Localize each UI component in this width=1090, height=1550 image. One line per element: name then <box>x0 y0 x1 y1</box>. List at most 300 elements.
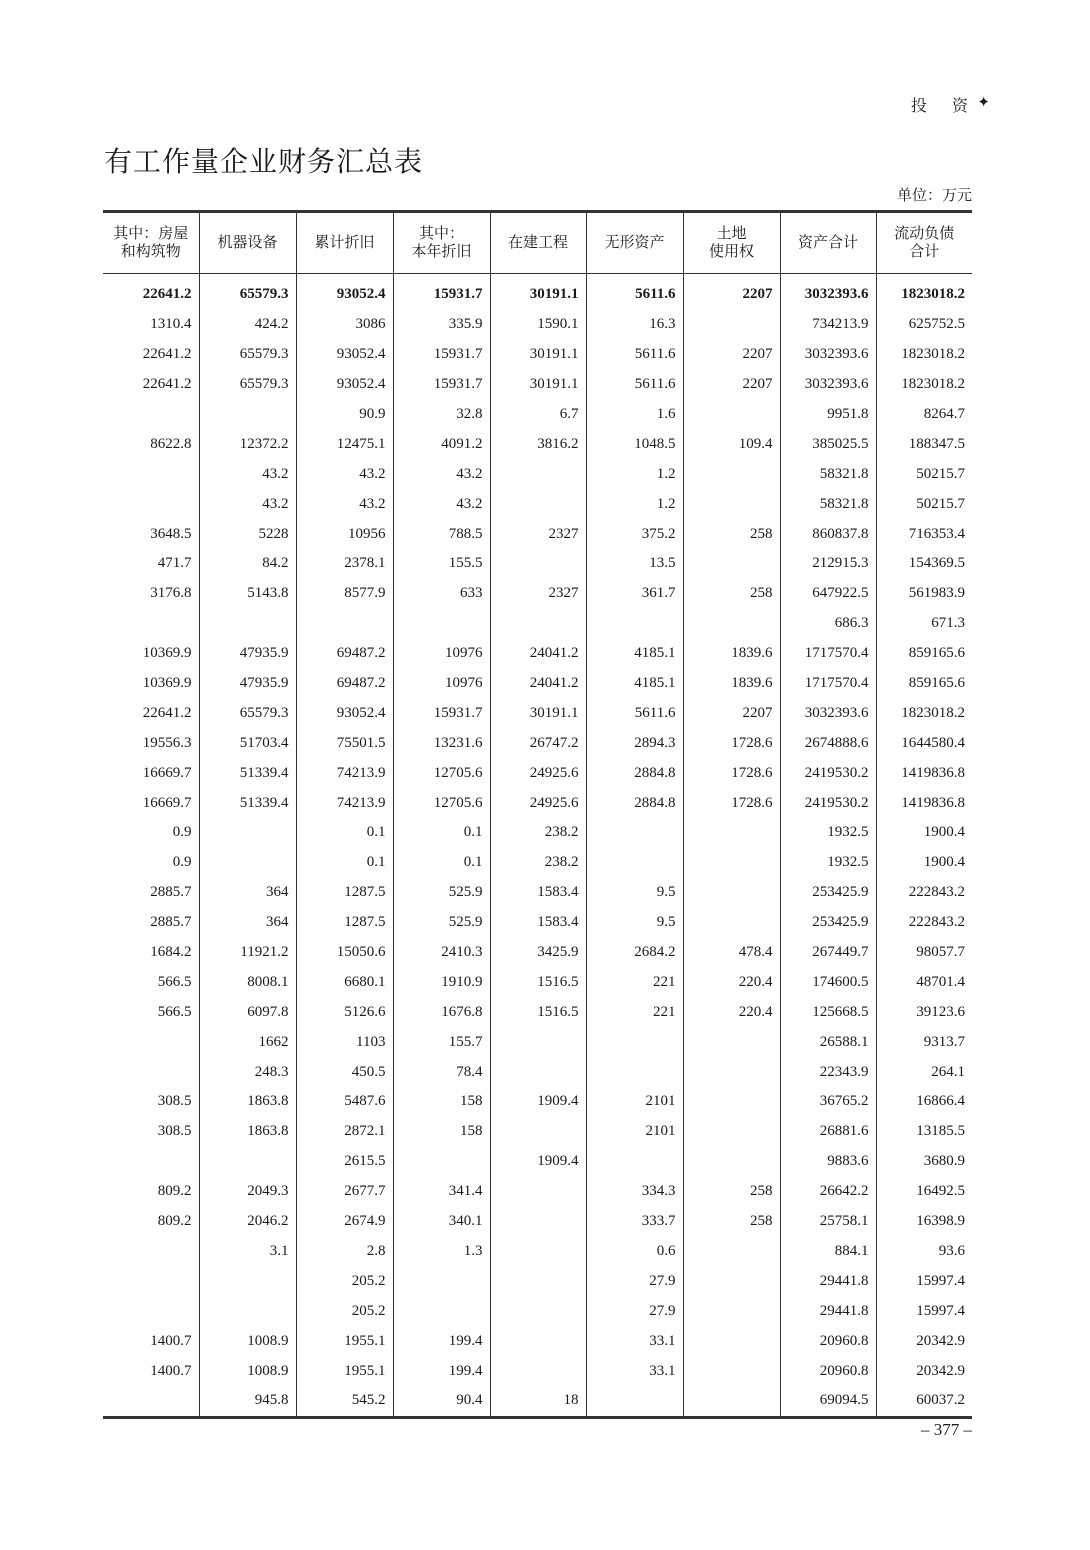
table-cell: 1823018.2 <box>876 698 972 728</box>
table-cell: 3816.2 <box>490 429 586 459</box>
table-cell: 43.2 <box>296 489 393 519</box>
table-cell: 29441.8 <box>780 1266 876 1296</box>
table-cell: 109.4 <box>683 429 780 459</box>
table-cell: 2615.5 <box>296 1147 393 1177</box>
table-cell: 647922.5 <box>780 579 876 609</box>
table-cell: 2885.7 <box>103 878 199 908</box>
table-cell: 545.2 <box>296 1386 393 1417</box>
column-header-line: 其中：房屋 <box>113 226 189 242</box>
table-cell: 33.1 <box>586 1326 683 1356</box>
table-row <box>103 579 972 609</box>
table-cell: 15931.7 <box>393 340 490 370</box>
table-cell: 424.2 <box>199 310 296 340</box>
table-cell: 859165.6 <box>876 669 972 699</box>
table-cell: 2207 <box>683 698 780 728</box>
table-cell: 25758.1 <box>780 1207 876 1237</box>
table-cell: 5611.6 <box>586 340 683 370</box>
table-cell <box>199 848 296 878</box>
table-cell: 22641.2 <box>103 370 199 400</box>
table-cell: 60037.2 <box>876 1386 972 1417</box>
table-cell: 341.4 <box>393 1177 490 1207</box>
table-cell: 93.6 <box>876 1237 972 1267</box>
table-cell: 1287.5 <box>296 878 393 908</box>
table-cell: 174600.5 <box>780 967 876 997</box>
table-cell: 734213.9 <box>780 310 876 340</box>
table-cell <box>103 609 199 639</box>
table-cell: 860837.8 <box>780 519 876 549</box>
table-cell: 75501.5 <box>296 728 393 758</box>
table-cell: 2378.1 <box>296 549 393 579</box>
table-cell: 10369.9 <box>103 669 199 699</box>
table-cell: 2410.3 <box>393 938 490 968</box>
table-cell: 220.4 <box>683 967 780 997</box>
table-cell <box>490 1326 586 1356</box>
table-cell <box>683 908 780 938</box>
table-row <box>103 1027 972 1057</box>
table-cell: 945.8 <box>199 1386 296 1417</box>
table-cell: 199.4 <box>393 1326 490 1356</box>
table-cell: 24925.6 <box>490 758 586 788</box>
table-cell: 1.2 <box>586 489 683 519</box>
table-cell: 671.3 <box>876 609 972 639</box>
column-header-line: 流动负债 <box>894 226 955 242</box>
table-cell: 43.2 <box>296 459 393 489</box>
table-cell: 809.2 <box>103 1177 199 1207</box>
table-cell: 58321.8 <box>780 459 876 489</box>
table-cell: 8622.8 <box>103 429 199 459</box>
table-cell: 51339.4 <box>199 758 296 788</box>
table-cell <box>683 1237 780 1267</box>
table-cell: 1008.9 <box>199 1326 296 1356</box>
table-cell: 12705.6 <box>393 758 490 788</box>
table-cell: 258 <box>683 519 780 549</box>
table-cell: 20342.9 <box>876 1326 972 1356</box>
table-row <box>103 1147 972 1177</box>
table-cell: 0.9 <box>103 818 199 848</box>
table-cell: 32.8 <box>393 400 490 430</box>
table-cell: 471.7 <box>103 549 199 579</box>
column-header-line: 累计折旧 <box>314 235 375 251</box>
table-cell <box>490 1266 586 1296</box>
table-cell: 1823018.2 <box>876 370 972 400</box>
table-cell <box>199 1296 296 1326</box>
table-cell: 199.4 <box>393 1356 490 1386</box>
table-cell <box>103 489 199 519</box>
table-cell: 8008.1 <box>199 967 296 997</box>
table-cell <box>586 609 683 639</box>
table-cell: 308.5 <box>103 1087 199 1117</box>
table-cell <box>683 848 780 878</box>
table-cell: 5228 <box>199 519 296 549</box>
table-cell: 2677.7 <box>296 1177 393 1207</box>
column-header <box>780 212 876 274</box>
column-header <box>199 212 296 274</box>
table-cell: 525.9 <box>393 878 490 908</box>
table-row <box>103 938 972 968</box>
table-cell: 30191.1 <box>490 274 586 310</box>
table-cell: 1103 <box>296 1027 393 1057</box>
table-cell: 859165.6 <box>876 639 972 669</box>
table-row <box>103 1386 972 1417</box>
table-cell: 51703.4 <box>199 728 296 758</box>
table-cell: 74213.9 <box>296 758 393 788</box>
table-cell: 1728.6 <box>683 728 780 758</box>
table-cell <box>199 609 296 639</box>
table-cell <box>103 1386 199 1417</box>
table-cell: 267449.7 <box>780 938 876 968</box>
table-row <box>103 429 972 459</box>
table-cell: 340.1 <box>393 1207 490 1237</box>
table-cell: 22343.9 <box>780 1057 876 1087</box>
table-cell <box>393 1296 490 1326</box>
table-cell: 4185.1 <box>586 639 683 669</box>
table-cell: 20960.8 <box>780 1356 876 1386</box>
table-body <box>103 274 972 1418</box>
table-cell <box>103 1027 199 1057</box>
table-row <box>103 728 972 758</box>
table-cell: 1839.6 <box>683 669 780 699</box>
table-row <box>103 758 972 788</box>
table-cell: 12705.6 <box>393 788 490 818</box>
table-cell: 155.7 <box>393 1027 490 1057</box>
table-cell: 22641.2 <box>103 274 199 310</box>
table-row <box>103 1207 972 1237</box>
table-cell: 1662 <box>199 1027 296 1057</box>
table-row <box>103 274 972 310</box>
table-row <box>103 1117 972 1147</box>
table-cell: 10976 <box>393 669 490 699</box>
table-cell: 65579.3 <box>199 274 296 310</box>
table-cell: 15931.7 <box>393 370 490 400</box>
table-cell <box>490 1356 586 1386</box>
table-row <box>103 609 972 639</box>
table-cell: 33.1 <box>586 1356 683 1386</box>
table-cell <box>490 1027 586 1057</box>
table-cell <box>490 1207 586 1237</box>
table-cell: 15997.4 <box>876 1296 972 1326</box>
column-header <box>393 212 490 274</box>
table-cell: 1583.4 <box>490 908 586 938</box>
table-cell: 1400.7 <box>103 1356 199 1386</box>
table-cell: 0.6 <box>586 1237 683 1267</box>
table-row <box>103 1296 972 1326</box>
table-cell: 1590.1 <box>490 310 586 340</box>
table-cell: 6097.8 <box>199 997 296 1027</box>
table-row <box>103 698 972 728</box>
table-cell: 809.2 <box>103 1207 199 1237</box>
table-cell <box>103 1296 199 1326</box>
table-cell <box>393 609 490 639</box>
table-row <box>103 1356 972 1386</box>
table-cell: 27.9 <box>586 1296 683 1326</box>
table-cell: 24041.2 <box>490 669 586 699</box>
table-row <box>103 1266 972 1296</box>
table-cell <box>103 1147 199 1177</box>
table-cell: 364 <box>199 908 296 938</box>
table-cell <box>490 1296 586 1326</box>
table-cell: 5487.6 <box>296 1087 393 1117</box>
table-cell: 1909.4 <box>490 1087 586 1117</box>
table-cell <box>490 1177 586 1207</box>
table-cell: 335.9 <box>393 310 490 340</box>
table-cell: 16669.7 <box>103 758 199 788</box>
table-cell: 1516.5 <box>490 967 586 997</box>
table-cell: 2885.7 <box>103 908 199 938</box>
table-cell: 9.5 <box>586 908 683 938</box>
section-label: 投 资 <box>910 96 978 115</box>
table-cell: 5611.6 <box>586 274 683 310</box>
diamond-icon: ✦ <box>977 93 990 111</box>
table-cell: 30191.1 <box>490 370 586 400</box>
table-cell: 3032393.6 <box>780 340 876 370</box>
table-cell: 2327 <box>490 519 586 549</box>
table-cell <box>683 1027 780 1057</box>
table-cell: 1823018.2 <box>876 340 972 370</box>
table-cell <box>586 848 683 878</box>
table-cell: 30191.1 <box>490 340 586 370</box>
table-cell: 334.3 <box>586 1177 683 1207</box>
table-cell: 9313.7 <box>876 1027 972 1057</box>
table-cell: 308.5 <box>103 1117 199 1147</box>
table-cell: 98057.7 <box>876 938 972 968</box>
table-cell: 16866.4 <box>876 1087 972 1117</box>
table-cell: 1048.5 <box>586 429 683 459</box>
table-cell: 158 <box>393 1087 490 1117</box>
table-cell: 2327 <box>490 579 586 609</box>
table-row <box>103 489 972 519</box>
table-cell: 2674888.6 <box>780 728 876 758</box>
table-cell: 566.5 <box>103 997 199 1027</box>
table-cell: 212915.3 <box>780 549 876 579</box>
table-cell: 1900.4 <box>876 818 972 848</box>
table-cell: 3032393.6 <box>780 698 876 728</box>
table-cell: 3680.9 <box>876 1147 972 1177</box>
column-header <box>490 212 586 274</box>
table-cell: 2419530.2 <box>780 788 876 818</box>
table-cell: 43.2 <box>393 459 490 489</box>
table-cell: 1310.4 <box>103 310 199 340</box>
table-cell: 525.9 <box>393 908 490 938</box>
table-cell <box>683 818 780 848</box>
table-cell: 48701.4 <box>876 967 972 997</box>
financial-summary-table <box>103 210 972 1419</box>
table-cell: 50215.7 <box>876 459 972 489</box>
table-cell: 74213.9 <box>296 788 393 818</box>
table-cell: 20960.8 <box>780 1326 876 1356</box>
table-cell: 93052.4 <box>296 370 393 400</box>
table-cell: 0.1 <box>296 818 393 848</box>
table-cell: 47935.9 <box>199 669 296 699</box>
column-header <box>683 212 780 274</box>
table-cell: 93052.4 <box>296 274 393 310</box>
table-cell <box>199 1266 296 1296</box>
table-cell: 13185.5 <box>876 1117 972 1147</box>
table-row <box>103 788 972 818</box>
table-row <box>103 669 972 699</box>
table-row <box>103 459 972 489</box>
table-cell <box>683 459 780 489</box>
table-cell: 78.4 <box>393 1057 490 1087</box>
table-cell: 15931.7 <box>393 698 490 728</box>
table-cell: 1717570.4 <box>780 669 876 699</box>
table-cell <box>683 878 780 908</box>
table-cell: 221 <box>586 967 683 997</box>
table-cell <box>683 489 780 519</box>
table-cell <box>683 1356 780 1386</box>
table-cell: 2.8 <box>296 1237 393 1267</box>
table-cell: 43.2 <box>199 459 296 489</box>
table-cell: 248.3 <box>199 1057 296 1087</box>
table-cell: 1900.4 <box>876 848 972 878</box>
table-cell: 1909.4 <box>490 1147 586 1177</box>
table-cell: 221 <box>586 997 683 1027</box>
table-cell: 361.7 <box>586 579 683 609</box>
table-cell: 29441.8 <box>780 1296 876 1326</box>
table-cell: 158 <box>393 1117 490 1147</box>
table-cell: 1932.5 <box>780 848 876 878</box>
table-cell <box>683 1266 780 1296</box>
table-cell <box>490 1237 586 1267</box>
table-cell: 90.9 <box>296 400 393 430</box>
table-cell <box>103 459 199 489</box>
table-cell: 11921.2 <box>199 938 296 968</box>
table-cell: 333.7 <box>586 1207 683 1237</box>
table-cell: 1.3 <box>393 1237 490 1267</box>
table-cell: 9.5 <box>586 878 683 908</box>
table-cell <box>296 609 393 639</box>
table-cell: 18 <box>490 1386 586 1417</box>
table-cell: 4091.2 <box>393 429 490 459</box>
column-header <box>296 212 393 274</box>
table-cell: 22641.2 <box>103 698 199 728</box>
table-cell: 1728.6 <box>683 788 780 818</box>
table-cell: 1419836.8 <box>876 758 972 788</box>
table-cell: 188347.5 <box>876 429 972 459</box>
table-cell <box>683 1057 780 1087</box>
column-header-line: 土地 <box>716 226 747 242</box>
table-cell <box>683 549 780 579</box>
table-cell: 1.6 <box>586 400 683 430</box>
table-cell: 1.2 <box>586 459 683 489</box>
table-cell: 364 <box>199 878 296 908</box>
table-cell: 13231.6 <box>393 728 490 758</box>
table-cell: 238.2 <box>490 818 586 848</box>
table-cell <box>490 609 586 639</box>
table-cell: 2674.9 <box>296 1207 393 1237</box>
table-cell <box>586 1027 683 1057</box>
table-cell: 0.9 <box>103 848 199 878</box>
table-cell <box>683 609 780 639</box>
table-cell: 43.2 <box>199 489 296 519</box>
table-cell <box>683 1296 780 1326</box>
table-cell: 93052.4 <box>296 340 393 370</box>
table-cell: 633 <box>393 579 490 609</box>
table-cell: 0.1 <box>393 818 490 848</box>
table-cell: 5611.6 <box>586 698 683 728</box>
table-row <box>103 400 972 430</box>
unit-label: 单位：万元 <box>896 186 972 204</box>
table-cell: 51339.4 <box>199 788 296 818</box>
table-cell: 1955.1 <box>296 1326 393 1356</box>
table-cell: 884.1 <box>780 1237 876 1267</box>
table-cell: 10956 <box>296 519 393 549</box>
table-cell <box>683 310 780 340</box>
table-cell: 1717570.4 <box>780 639 876 669</box>
table-row <box>103 848 972 878</box>
table-cell <box>683 1386 780 1417</box>
table-cell: 2884.8 <box>586 788 683 818</box>
table-cell: 5611.6 <box>586 370 683 400</box>
table-cell: 20342.9 <box>876 1356 972 1386</box>
table-cell: 478.4 <box>683 938 780 968</box>
table-cell <box>683 1117 780 1147</box>
column-header-line: 其中： <box>418 226 464 242</box>
page-title: 有工作量企业财务汇总表 <box>104 145 424 178</box>
table-cell: 16492.5 <box>876 1177 972 1207</box>
table-cell: 1823018.2 <box>876 274 972 310</box>
table-cell: 90.4 <box>393 1386 490 1417</box>
table-cell: 24041.2 <box>490 639 586 669</box>
table-cell: 1419836.8 <box>876 788 972 818</box>
table-cell: 2101 <box>586 1117 683 1147</box>
table-cell: 15050.6 <box>296 938 393 968</box>
table-row <box>103 818 972 848</box>
table-cell: 3176.8 <box>103 579 199 609</box>
table-cell <box>199 400 296 430</box>
column-header-line: 机器设备 <box>217 235 278 251</box>
table-cell: 65579.3 <box>199 370 296 400</box>
table-cell: 0.1 <box>393 848 490 878</box>
column-header-line: 合计 <box>909 244 940 260</box>
table-cell <box>586 1147 683 1177</box>
table-cell: 375.2 <box>586 519 683 549</box>
table-cell: 1008.9 <box>199 1356 296 1386</box>
table-cell <box>103 400 199 430</box>
table-cell: 716353.4 <box>876 519 972 549</box>
table-cell: 258 <box>683 1207 780 1237</box>
table-cell: 15997.4 <box>876 1266 972 1296</box>
table-row <box>103 639 972 669</box>
table-cell: 4185.1 <box>586 669 683 699</box>
table-header <box>103 212 972 274</box>
column-header-line: 资产合计 <box>797 235 858 251</box>
table-cell: 36765.2 <box>780 1087 876 1117</box>
table-cell: 155.5 <box>393 549 490 579</box>
table-cell: 1516.5 <box>490 997 586 1027</box>
column-header-line: 使用权 <box>708 244 754 260</box>
table-row <box>103 878 972 908</box>
table-row <box>103 1087 972 1117</box>
table-cell: 238.2 <box>490 848 586 878</box>
table-cell: 2684.2 <box>586 938 683 968</box>
table-cell: 450.5 <box>296 1057 393 1087</box>
table-cell: 253425.9 <box>780 908 876 938</box>
table-cell: 2872.1 <box>296 1117 393 1147</box>
column-header-line: 无形资产 <box>604 235 665 251</box>
table-cell: 93052.4 <box>296 698 393 728</box>
table-cell: 258 <box>683 579 780 609</box>
table-cell <box>490 459 586 489</box>
table-cell: 258 <box>683 1177 780 1207</box>
table-cell: 222843.2 <box>876 878 972 908</box>
table-cell: 24925.6 <box>490 788 586 818</box>
table-cell: 13.5 <box>586 549 683 579</box>
table-cell: 253425.9 <box>780 878 876 908</box>
column-header-line: 和构筑物 <box>120 244 181 260</box>
table-row <box>103 1177 972 1207</box>
table-cell: 50215.7 <box>876 489 972 519</box>
table-cell <box>490 549 586 579</box>
